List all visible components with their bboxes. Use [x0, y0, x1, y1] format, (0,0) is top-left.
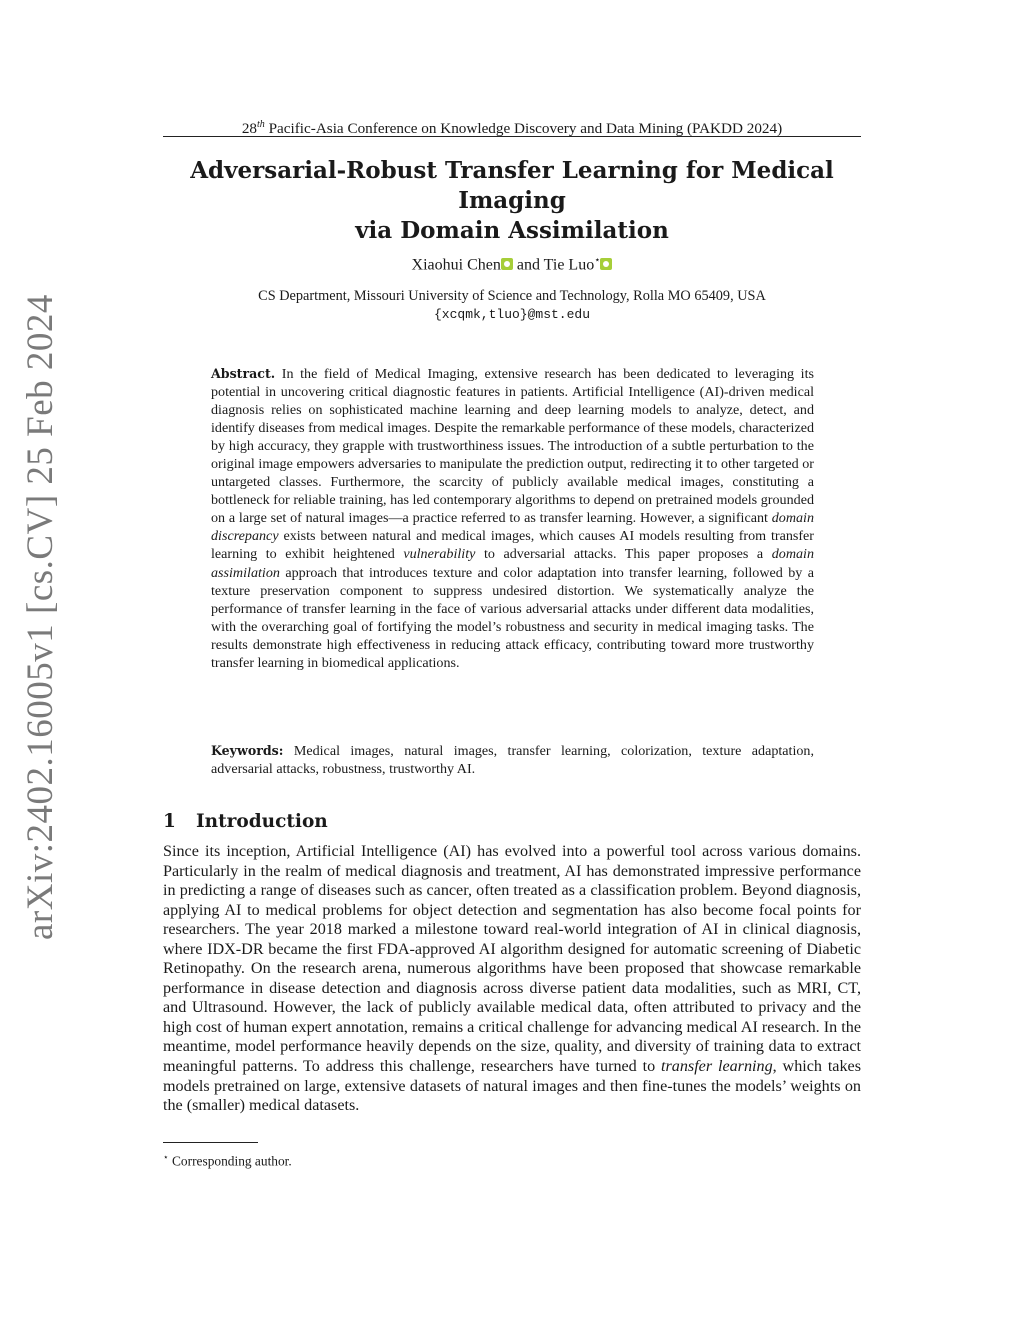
abstract: [211, 365, 814, 672]
running-head-rule: [163, 136, 861, 137]
introduction-paragraph: [163, 842, 861, 1116]
orcid-icon[interactable]: [600, 258, 612, 270]
running-head-ordinal: th: [257, 119, 265, 130]
author-list: [163, 251, 861, 275]
corresponding-author-mark: ⋆: [594, 255, 601, 266]
affiliation: CS Department, Missouri University of Science and Technology, Rolla MO 65409, USA: [258, 288, 766, 304]
abstract-text-2: exists between natural and medical images, which causes AI models resulting from transfer learning to exhibit heightened: [211, 528, 815, 563]
section-heading-introduction: [163, 810, 861, 834]
intro-text-2: , which takes models pretrained on large, extensive datasets of natural images and then fine-tunes the models’ weights on the (smaller) medical datasets.: [163, 1058, 861, 1115]
orcid-icon[interactable]: [501, 258, 513, 270]
abstract-emphasis-2: vulnerability: [403, 546, 476, 563]
footnote-mark: ⋆: [163, 1152, 169, 1162]
abstract-text-1: In the field of Medical Imaging, extensive research has been dedicated to leveraging its potential in uncovering critical diagnostic features in patients. Artificial Intelligence (AI)-driven medical diagnosis relies on sophisticated machine learning and deep learning models to analyze, detect, and identify diseases from medical images. Despite the remarkable performance of these models, characterized by high accuracy, they grapple with trustworthiness issues. The introduction of a subtle perturbation to the original image empowers adversaries to manipulate the prediction output, redirecting it to other targeted or untargeted classes. Furthermore, the scarcity of publicly available medical images, constituting a bottleneck for reliable training, has led contemporary algorithms to depend on pretrained models grounded on a large set of natural images—a practice referred to as transfer learning. However, a significant: [211, 366, 814, 527]
keywords: [211, 742, 814, 778]
abstract-label: Abstract.: [211, 366, 276, 381]
author-conjunction: and: [512, 256, 544, 274]
footnote-text: Corresponding author.: [168, 1153, 292, 1169]
running-head-number: 28: [241, 120, 258, 138]
author-1-name: Xiaohui Chen: [411, 256, 501, 274]
footnote: [163, 1148, 861, 1170]
section-title: Introduction: [196, 811, 328, 832]
intro-emphasis: transfer learning: [661, 1058, 773, 1076]
abstract-emphasis-1: domain discrepancy: [211, 510, 814, 545]
section-number: 1: [163, 811, 176, 832]
title-line-1: Adversarial-Robust Transfer Learning for Medical Imaging: [190, 157, 834, 214]
author-2-name: Tie Luo: [543, 256, 595, 274]
intro-text-1: Since its inception, Artificial Intelligence (AI) has evolved into a powerful tool across various domains. Particularly in the realm of medical diagnosis and treatment, AI has demonstrated impressive performance in predicting a range of diseases such as cancer, often treated as a classification problem. Beyond diagnosis, applying AI to medical problems for object detection and segmentation has also become focal points for researchers. The year 2018 marked a milestone toward real-world integration of AI in clinical diagnosis, where IDX-DR became the first FDA-approved AI algorithm designed for automatic screening of Diabetic Retinopathy. On the research arena, numerous algorithms have been proposed that showcase remarkable performance in disease detection and diagnosis across diverse patient data modalities, such as MRI, CT, and Ultrasound. However, the lack of publicly available medical data, often attributed to privacy and the high cost of human expert annotation, remains a critical challenge for advancing medical AI research. In the meantime, model performance heavily depends on the size, quality, and diversity of training data to extract meaningful patterns. To address this challenge, researchers have turned to: [163, 843, 861, 1076]
keywords-label: Keywords:: [211, 743, 284, 758]
arxiv-identifier-stamp: arXiv:2402.16005v1 [cs.CV] 25 Feb 2024: [20, 294, 61, 940]
abstract-text-3: to adversarial attacks. This paper proposes a: [483, 546, 764, 563]
title-line-2: via Domain Assimilation: [355, 217, 669, 244]
footnote-rule: [163, 1142, 258, 1143]
abstract-text-4: approach that introduces texture and color adaptation into transfer learning, followed by a texture preservation component to suppress undesired distortion. We systematically analyze the performance of transfer learning in the face of various adversarial attacks under different data modalities, with the overarching goal of fortifying the model’s robustness and security in medical imaging tasks. The results demonstrate high effectiveness in reducing attack efficacy, contributing toward more trustworthy transfer learning in biomedical applications.: [211, 564, 814, 671]
keywords-text: Medical images, natural images, transfer learning, colorization, texture adaptation, adversarial attacks, robustness, trustworthy AI.: [211, 743, 814, 778]
abstract-emphasis-3: domain assimilation: [211, 546, 814, 581]
author-email[interactable]: {xcqmk,tluo}@mst.edu: [433, 307, 591, 322]
paper-title: [150, 156, 874, 246]
running-head-text: Pacific-Asia Conference on Knowledge Discovery and Data Mining (PAKDD 2024): [264, 120, 783, 138]
